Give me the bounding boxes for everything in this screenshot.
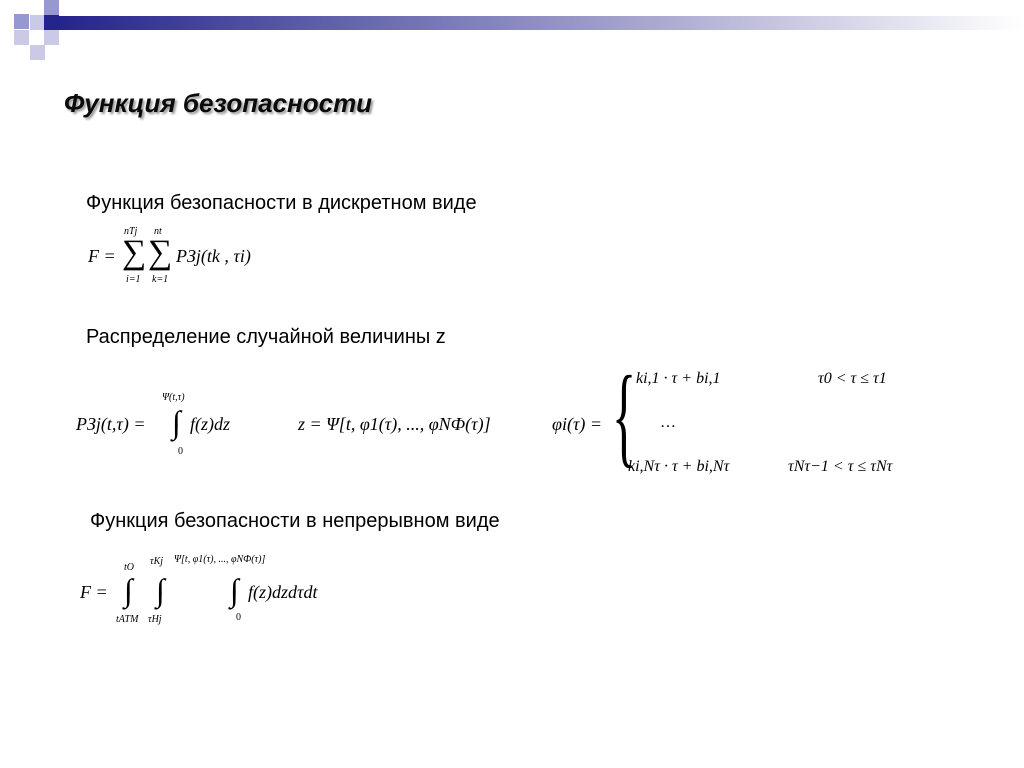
slide-title: Функция безопасности — [64, 88, 373, 118]
section-heading-distribution: Распределение случайной величины z — [86, 326, 446, 348]
piece-row-2-ellipsis: … — [660, 414, 676, 431]
integral-symbol: ∫ — [230, 572, 239, 608]
piece-row-3-expression: ki,Nτ · τ + bi,Nτ — [628, 458, 730, 475]
integral-upper-limit: Ψ[t, φ1(τ), ..., φNФ(τ)] — [174, 554, 266, 565]
integral-lower-limit: 0 — [236, 612, 241, 623]
integral-upper-limit: Ψ(t,τ) — [162, 392, 185, 403]
sum-upper-limit: nTj — [124, 226, 138, 237]
piece-row-3-condition: τNτ−1 < τ ≤ τNτ — [788, 458, 893, 475]
formula-lhs: PЗj(t,τ) = — [76, 414, 146, 434]
sum-lower-limit: k=1 — [152, 274, 169, 285]
integral-symbol: ∫ — [172, 404, 181, 440]
sum-lower-limit: i=1 — [126, 274, 141, 285]
formula-z: z = Ψ[t, φ1(τ), ..., φNФ(τ)] — [298, 414, 491, 434]
formula-lhs: F = — [88, 246, 116, 266]
formula-piecewise — [552, 354, 932, 488]
sum-symbol: ∑ — [148, 234, 173, 271]
formula-continuous — [80, 552, 360, 632]
formula-body: PЗj(tk , τi) — [176, 246, 251, 266]
header-decoration — [0, 0, 1024, 64]
piece-row-1-condition: τ0 < τ ≤ τ1 — [818, 370, 887, 387]
piece-row-1-expression: ki,1 · τ + bi,1 — [636, 370, 721, 387]
integral-symbol: ∫ — [156, 572, 165, 608]
integral-symbol: ∫ — [124, 572, 133, 608]
section-heading-continuous: Функция безопасности в непрерывном виде — [90, 510, 500, 532]
formula-lhs: F = — [80, 582, 108, 602]
integral-lower-limit: τHj — [148, 614, 162, 625]
sum-upper-limit: nt — [154, 226, 162, 237]
integral-lower-limit: tATM — [116, 614, 139, 625]
sum-symbol: ∑ — [122, 234, 147, 271]
formula-body: f(z)dz — [190, 414, 230, 434]
formula-body: f(z)dzdτdt — [248, 582, 318, 602]
section-heading-discrete: Функция безопасности в дискретном виде — [86, 192, 477, 214]
integral-lower-limit: 0 — [178, 446, 183, 457]
formula-lhs: φi(τ) = — [552, 414, 603, 434]
integral-upper-limit: tO — [124, 562, 134, 573]
integral-upper-limit: τKj — [150, 556, 164, 567]
brace-symbol: { — [612, 354, 637, 478]
